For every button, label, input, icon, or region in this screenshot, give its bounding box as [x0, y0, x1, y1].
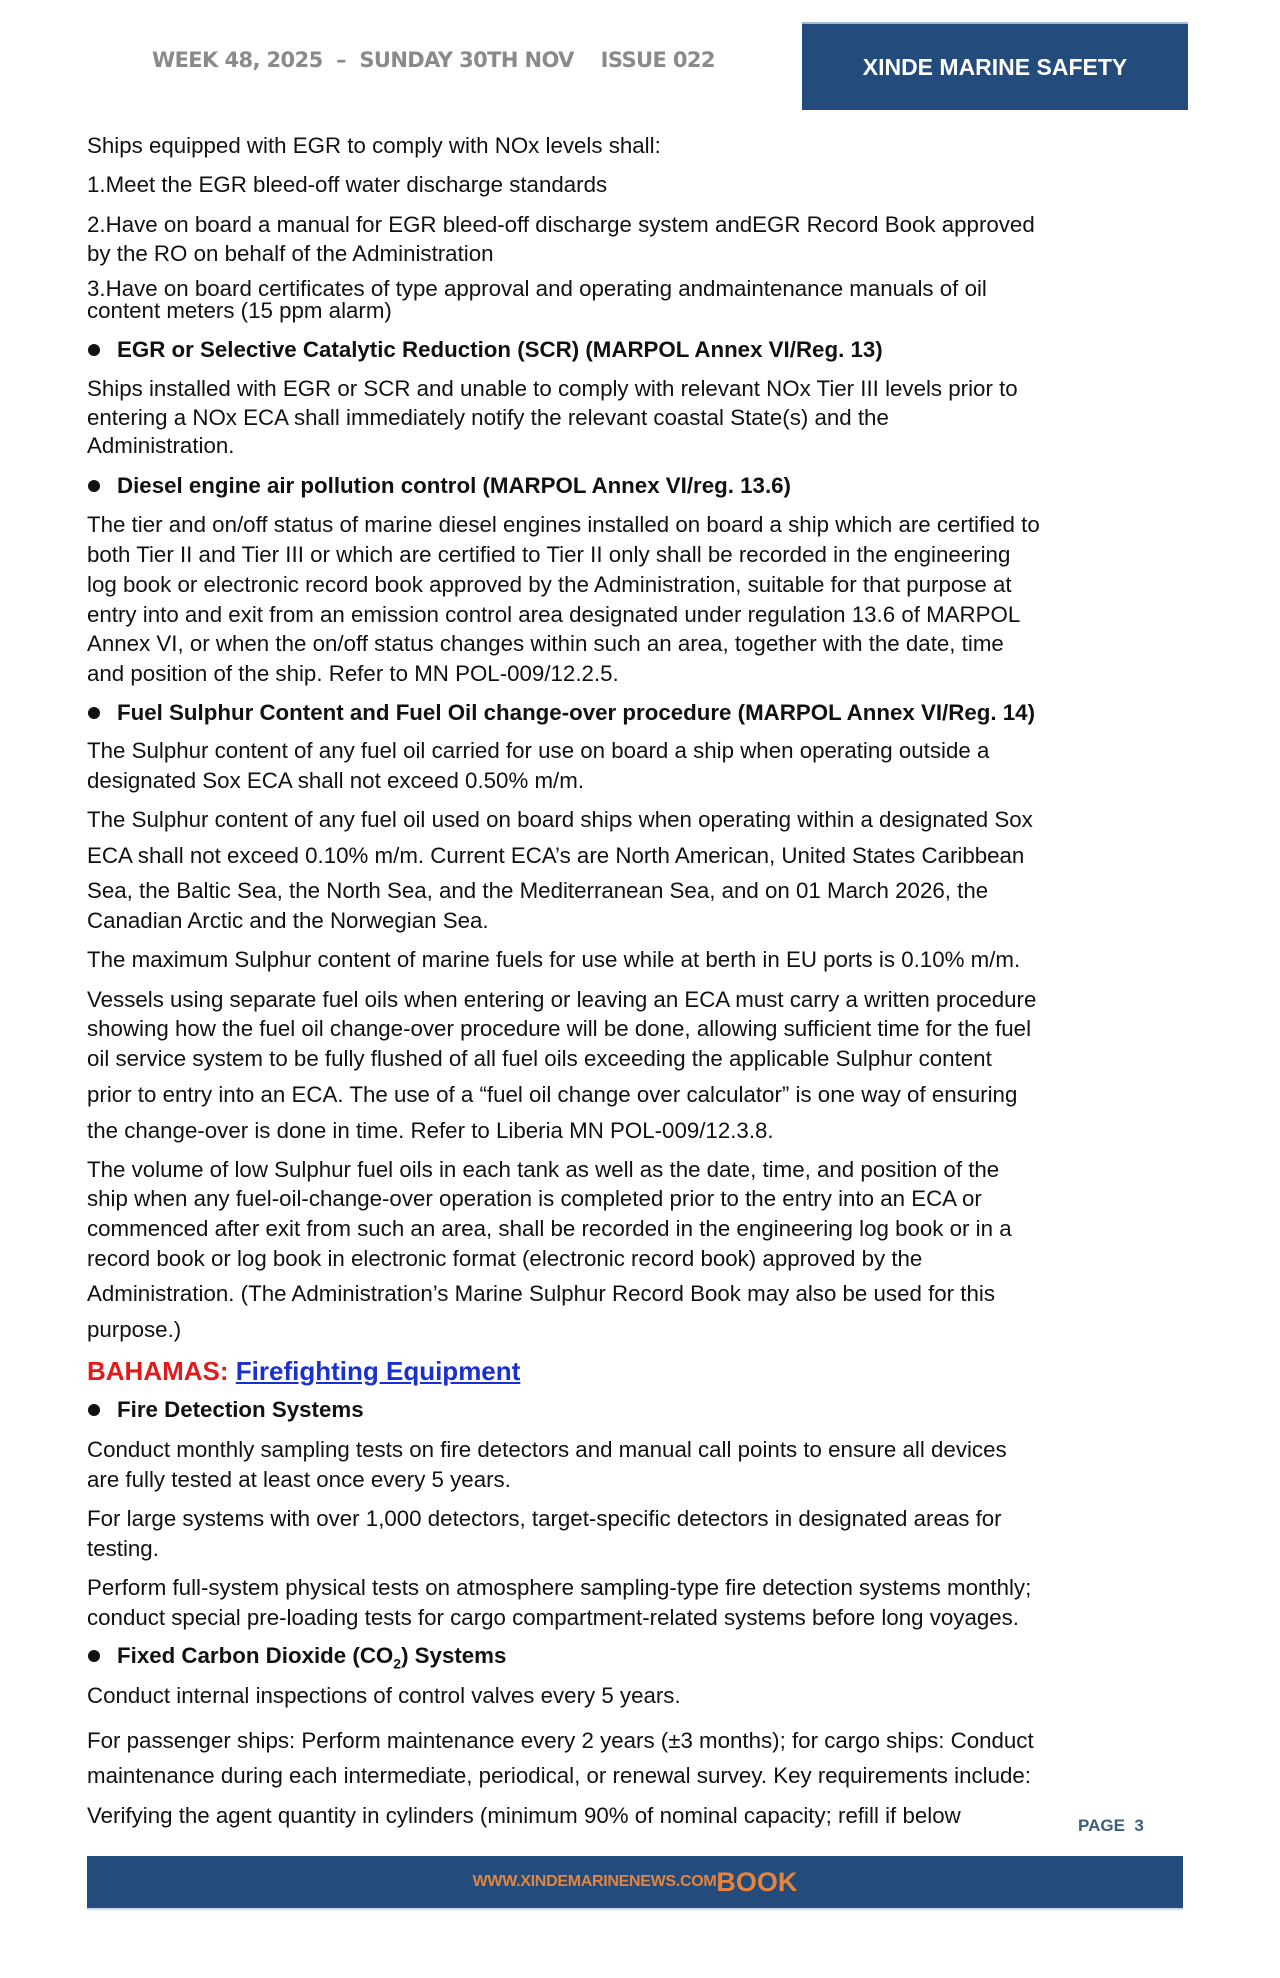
- bullet-icon: [88, 344, 100, 356]
- text-line: ship when any fuel-oil-change-over operation is completed prior to the entry into an ECA or: [87, 1186, 982, 1211]
- text-line: The volume of low Sulphur fuel oils in each tank as well as the date, time, and position of the: [87, 1157, 1000, 1182]
- text-line: both Tier II and Tier III or which are certified to Tier II only shall be recorded in the engineering: [87, 542, 1011, 567]
- bullet-heading: [87, 337, 883, 363]
- bullet-icon: [88, 1650, 100, 1662]
- section-topic-link[interactable]: Firefighting Equipment: [235, 1356, 521, 1386]
- page-number: PAGE 3: [1078, 1816, 1144, 1835]
- text-line: record book or log book in electronic format (electronic record book) approved by the: [87, 1246, 923, 1271]
- text-line: Annex VI, or when the on/off status changes within such an area, together with the date, time: [87, 631, 1004, 656]
- subscript: 2: [393, 1655, 402, 1672]
- text-line: Conduct internal inspections of control valves every 5 years.: [87, 1683, 681, 1708]
- text-line: Vessels using separate fuel oils when entering or leaving an ECA must carry a written procedure: [87, 987, 1037, 1012]
- publication-banner: [802, 22, 1188, 110]
- text-line: entering a NOx ECA shall immediately notify the relevant coastal State(s) and the: [87, 405, 889, 430]
- bullet-heading: [87, 1397, 364, 1423]
- text-line: and position of the ship. Refer to MN POL-009/12.2.5.: [87, 661, 619, 686]
- text-line: oil service system to be fully flushed of all fuel oils exceeding the applicable Sulphur content: [87, 1046, 992, 1071]
- text-line: Sea, the Baltic Sea, the North Sea, and the Mediterranean Sea, and on 01 March 2026, the: [87, 878, 989, 903]
- text-line: conduct special pre-loading tests for cargo compartment-related systems before long voyages.: [87, 1605, 1019, 1630]
- text-line: 2.Have on board a manual for EGR bleed-off discharge system andEGR Record Book approved: [87, 212, 1035, 237]
- text-line: Canadian Arctic and the Norwegian Sea.: [87, 908, 489, 933]
- text-line: The maximum Sulphur content of marine fuels for use while at berth in EU ports is 0.10% m/m.: [87, 947, 1021, 972]
- bullet-heading: [87, 700, 1035, 726]
- bullet-icon: [88, 707, 100, 719]
- text-line: The tier and on/off status of marine diesel engines installed on board a ship which are certified to: [87, 512, 1040, 537]
- bullet-heading-co2: [87, 1643, 506, 1676]
- text-line: designated Sox ECA shall not exceed 0.50% m/m.: [87, 768, 585, 793]
- text-line: 3.Have on board certificates of type approval and operating andmaintenance manuals of oil: [87, 276, 987, 301]
- text-line: entry into and exit from an emission control area designated under regulation 13.6 of MARPOL: [87, 602, 1021, 627]
- text-line: testing.: [87, 1536, 159, 1561]
- text-line: Ships equipped with EGR to comply with NOx levels shall:: [87, 133, 661, 158]
- heading-text: Fixed Carbon Dioxide (CO: [117, 1643, 394, 1668]
- text-line: Administration. (The Administration’s Marine Sulphur Record Book may also be used for this: [87, 1281, 995, 1306]
- text-line: maintenance during each intermediate, periodical, or renewal survey. Key requirements include:: [87, 1763, 1031, 1788]
- section-country: BAHAMAS:: [87, 1356, 229, 1386]
- text-line: Perform full-system physical tests on atmosphere sampling-type fire detection systems monthly;: [87, 1575, 1032, 1600]
- text-line: Ships installed with EGR or SCR and unable to comply with relevant NOx Tier III levels prior to: [87, 376, 1018, 401]
- heading-text: Fire Detection Systems: [117, 1397, 364, 1422]
- text-line: Administration.: [87, 433, 235, 458]
- footer-book-label: BOOK: [716, 1866, 798, 1897]
- text-line: For large systems with over 1,000 detectors, target-specific detectors in designated areas for: [87, 1506, 1002, 1531]
- text-line: showing how the fuel oil change-over procedure will be done, allowing sufficient time for the fuel: [87, 1016, 1032, 1041]
- text-line: are fully tested at least once every 5 years.: [87, 1467, 511, 1492]
- text-line: The Sulphur content of any fuel oil used on board ships when operating within a designated Sox: [87, 807, 1033, 832]
- publication-title: XINDE MARINE SAFETY: [862, 53, 1128, 80]
- text-line: For passenger ships: Perform maintenance every 2 years (±3 months); for cargo ships: Conduct: [87, 1728, 1034, 1753]
- text-line: log book or electronic record book approved by the Administration, suitable for that purpose at: [87, 572, 1012, 597]
- text-line: 1.Meet the EGR bleed-off water discharge standards: [87, 172, 608, 197]
- section-heading: [87, 1356, 520, 1386]
- text-line: The Sulphur content of any fuel oil carried for use on board a ship when operating outside a: [87, 738, 990, 763]
- text-line: purpose.): [87, 1317, 182, 1342]
- bullet-heading: [87, 473, 791, 499]
- text-line: the change-over is done in time. Refer to Liberia MN POL-009/12.3.8.: [87, 1118, 774, 1143]
- heading-text: ) Systems: [401, 1643, 507, 1668]
- heading-text: Fuel Sulphur Content and Fuel Oil change-over procedure (MARPOL Annex VI/Reg. 14): [117, 700, 1035, 725]
- text-line: by the RO on behalf of the Administration: [87, 241, 494, 266]
- text-line: prior to entry into an ECA. The use of a “fuel oil change over calculator” is one way of ensuring: [87, 1082, 1018, 1107]
- text-line: Verifying the agent quantity in cylinders (minimum 90% of nominal capacity; refill if below: [87, 1803, 961, 1828]
- bullet-icon: [88, 480, 100, 492]
- text-line: content meters (15 ppm alarm): [87, 298, 392, 323]
- issue-date-line: WEEK 48, 2025 – SUNDAY 30TH NOV ISSUE 022: [152, 48, 715, 72]
- footer-url[interactable]: WWW.XINDEMARINENEWS.COM: [472, 1873, 717, 1890]
- bullet-icon: [88, 1404, 100, 1416]
- footer-bar: [87, 1856, 1183, 1910]
- heading-text: Diesel engine air pollution control (MARPOL Annex VI/reg. 13.6): [117, 473, 791, 498]
- text-line: commenced after exit from such an area, shall be recorded in the engineering log book or in a: [87, 1216, 1012, 1241]
- heading-text: EGR or Selective Catalytic Reduction (SCR) (MARPOL Annex VI/Reg. 13): [117, 337, 883, 362]
- text-line: ECA shall not exceed 0.10% m/m. Current ECA’s are North American, United States Caribbean: [87, 843, 1025, 868]
- text-line: Conduct monthly sampling tests on fire detectors and manual call points to ensure all devices: [87, 1437, 1007, 1462]
